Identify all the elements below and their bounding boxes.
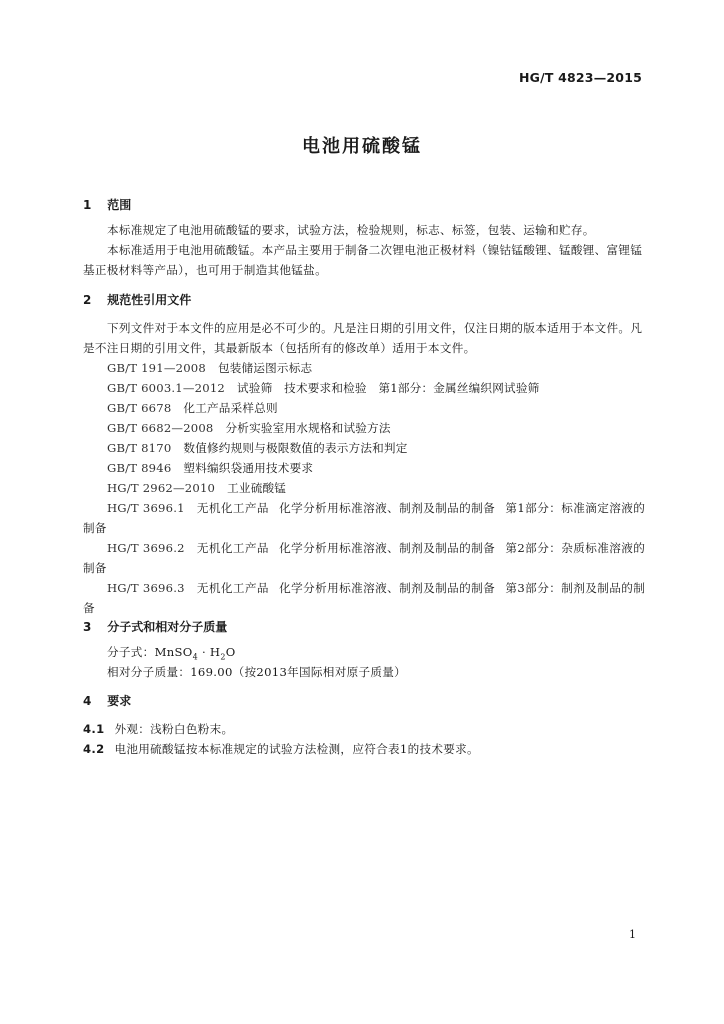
reference-item (107, 378, 539, 398)
references-intro: 下列文件对于本文件的应用是必不可少的。凡是注日期的引用文件，仅注日期的版本适用于本文件。凡是不注日期的引用文件，其最新版本（包括所有的修改单）适用于本文件。 (83, 321, 643, 355)
reference-title-part-a: 无机化工产品 (196, 501, 269, 515)
reference-item (107, 478, 286, 498)
requirement-item (83, 739, 645, 759)
reference-title: 数值修约规则与极限数值的表示方法和判定 (183, 441, 408, 455)
requirement-number: 4.2 (83, 742, 105, 756)
section-title: 分子式和相对分子质量 (107, 620, 228, 634)
reference-code: HG/T 3696.3 (107, 581, 185, 595)
reference-item-hg-3696-3 (83, 578, 645, 618)
scope-paragraph-1: 本标准规定了电池用硫酸锰的要求，试验方法，检验规则，标志、标签，包装、运输和贮存。 (107, 223, 595, 237)
reference-title: 试验筛 技术要求和检验 第1部分：金属丝编织网试验筛 (236, 381, 540, 395)
section-4-heading (83, 692, 131, 709)
formula-part: · H (197, 645, 221, 659)
requirement-text: 外观：浅粉白色粉末。 (114, 722, 234, 736)
reference-code: GB/T 8946 (107, 461, 172, 475)
reference-code: HG/T 3696.2 (107, 541, 185, 555)
reference-item-hg-3696-1 (83, 498, 645, 538)
page-number: 1 (629, 928, 636, 941)
requirement-item (83, 719, 645, 739)
reference-title-part-c: 第2部分：杂质标准溶液的制备 (83, 541, 646, 575)
formula-part: MnSO (154, 645, 193, 659)
reference-code: HG/T 3696.1 (107, 501, 185, 515)
reference-item (107, 398, 278, 418)
requirement-text: 电池用硫酸锰按本标准规定的试验方法检测，应符合表1的技术要求。 (114, 742, 479, 756)
section-number: 3 (83, 620, 92, 634)
reference-title: 化工产品采样总则 (183, 401, 278, 415)
reference-item (107, 358, 312, 378)
document-title: 电池用硫酸锰 (302, 136, 422, 157)
reference-code: GB/T 191—2008 (107, 361, 206, 375)
reference-item (107, 458, 313, 478)
reference-title-part-b: 化学分析用标准溶液、制剂及制品的制备 (278, 501, 496, 515)
reference-code: GB/T 6678 (107, 401, 172, 415)
reference-title: 分析实验室用水规格和试验方法 (225, 421, 391, 435)
molecular-mass: 相对分子质量：169.00（按2013年国际相对原子质量） (107, 665, 407, 679)
formula-part: O (225, 645, 236, 659)
reference-item-hg-3696-2 (83, 538, 645, 578)
reference-code: GB/T 6682—2008 (107, 421, 214, 435)
formula-subscript: 2 (220, 652, 226, 662)
reference-title-part-c: 第3部分：制剂及制品的制备 (83, 581, 646, 615)
reference-item (107, 438, 408, 458)
section-number: 2 (83, 293, 92, 307)
reference-title: 塑料编织袋通用技术要求 (183, 461, 314, 475)
reference-title-part-b: 化学分析用标准溶液、制剂及制品的制备 (278, 541, 496, 555)
standard-number: HG/T 4823—2015 (518, 70, 642, 85)
section-2-heading (83, 291, 191, 308)
formula-subscript: 4 (192, 652, 198, 662)
reference-code: GB/T 6003.1—2012 (107, 381, 225, 395)
scope-paragraph-2: 本标准适用于电池用硫酸锰。本产品主要用于制备二次锂电池正极材料（镍钴锰酸锂、锰酸锂、富锂锰基正极材料等产品），也可用于制造其他锰盐。 (83, 243, 643, 277)
section-title: 范围 (107, 198, 132, 212)
section-number: 1 (83, 198, 92, 212)
section-1-heading (83, 196, 131, 213)
reference-title: 工业硫酸锰 (227, 481, 287, 495)
formula-label: 分子式： (107, 645, 155, 659)
reference-title: 包装储运图示标志 (217, 361, 313, 375)
section-3-heading (83, 618, 227, 635)
requirement-number: 4.1 (83, 722, 105, 736)
section-title: 规范性引用文件 (107, 293, 192, 307)
reference-code: GB/T 8170 (107, 441, 172, 455)
reference-title-part-a: 无机化工产品 (196, 581, 269, 595)
reference-item (107, 418, 391, 438)
reference-title-part-b: 化学分析用标准溶液、制剂及制品的制备 (278, 581, 496, 595)
section-number: 4 (83, 694, 92, 708)
reference-code: HG/T 2962—2010 (107, 481, 216, 495)
reference-title-part-a: 无机化工产品 (196, 541, 269, 555)
section-title: 要求 (107, 694, 132, 708)
reference-title-part-c: 第1部分：标准滴定溶液的制备 (83, 501, 646, 535)
